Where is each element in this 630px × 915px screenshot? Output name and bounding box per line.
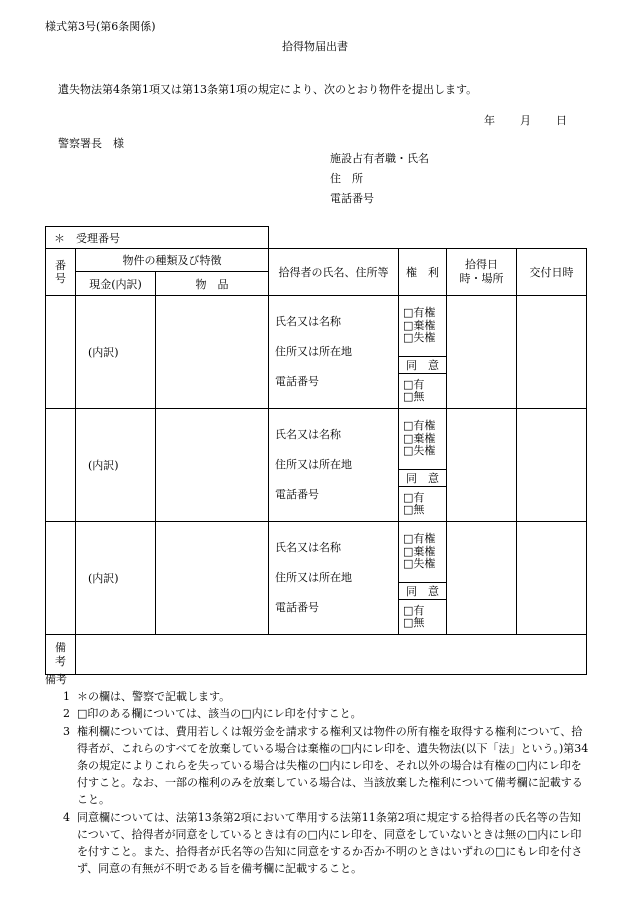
consent-label: 同 意	[399, 583, 447, 600]
finder-name-label: 氏名又は名称	[275, 315, 341, 328]
entry-found-date-cell[interactable]	[447, 522, 517, 635]
rights-option[interactable]: □棄権	[403, 544, 436, 558]
note-text: ＊の欄は、警察で記載します。	[77, 690, 231, 704]
note-text: □印のある欄については、該当の□内にレ印を付すこと。	[77, 707, 362, 721]
notes-heading: 備考	[45, 673, 67, 686]
addressee: 警察署長 様	[58, 137, 124, 150]
consent-option[interactable]: □有	[403, 603, 425, 617]
finder-address-label: 住所又は所在地	[275, 345, 352, 358]
rights-option[interactable]: □失権	[403, 331, 436, 345]
notes-section	[45, 671, 590, 877]
rights-checkboxes[interactable]	[399, 522, 447, 583]
consent-option[interactable]: □無	[403, 503, 425, 516]
header-goods: 物 品	[156, 272, 269, 296]
consent-label: 同 意	[399, 357, 447, 374]
breakdown-label: (内訳)	[88, 459, 119, 472]
facility-owner-name-label: 施設占有者職・氏名	[330, 152, 429, 165]
entry-finder-cell[interactable]	[269, 296, 399, 409]
entry-finder-cell[interactable]	[269, 522, 399, 635]
note-number: 2	[63, 707, 70, 721]
consent-option[interactable]: □無	[403, 616, 425, 629]
remarks-label-cell: 備考	[46, 635, 76, 675]
receipt-number-label: ＊ 受理番号	[46, 227, 269, 249]
entry-issue-date-cell[interactable]	[517, 296, 587, 409]
consent-label: 同 意	[399, 470, 447, 487]
form-number: 様式第3号(第6条関係)	[45, 20, 156, 33]
breakdown-label: (内訳)	[88, 572, 119, 585]
date-year-label: 年	[484, 114, 495, 127]
header-rights: 権 利	[399, 249, 447, 296]
breakdown-label: (内訳)	[88, 346, 119, 359]
finder-name-label: 氏名又は名称	[275, 541, 341, 554]
facility-address-label: 住 所	[330, 172, 363, 185]
consent-checkboxes[interactable]	[399, 374, 447, 409]
rights-option[interactable]: □失権	[403, 444, 436, 458]
entry-number-cell[interactable]	[46, 296, 76, 409]
intro-text: 遺失物法第4条第1項又は第13条第1項の規定により、次のとおり物件を提出します。	[58, 83, 478, 96]
note-text: 権利欄については、費用若しくは報労金を請求する権利又は物件の所有権を取得する権利について、拾得者が、これらのすべてを放棄している場合は棄権の□内にレ印を、遺失物法(以下「法」という。)第34条の規定によりこれらを失っている場合は失権の□内にレ印を、それ以外の場合は有権の□内にレ印を付すこと。なお、一部の権利のみを放棄している場合は、当該放棄した権利について備考欄に記載すること。	[77, 724, 589, 807]
finder-name-label: 氏名又は名称	[275, 428, 341, 441]
note-number: 4	[63, 810, 70, 824]
entry-issue-date-cell[interactable]	[517, 522, 587, 635]
rights-checkboxes[interactable]	[399, 409, 447, 470]
entry-number-cell[interactable]	[46, 409, 76, 522]
rights-option[interactable]: □棄権	[403, 431, 436, 445]
consent-checkboxes[interactable]	[399, 487, 447, 522]
consent-checkboxes[interactable]	[399, 600, 447, 635]
header-item-kind: 物件の種類及び特徴	[76, 249, 269, 272]
entry-number-cell[interactable]	[46, 522, 76, 635]
consent-option[interactable]: □有	[403, 377, 425, 391]
entry-issue-date-cell[interactable]	[517, 409, 587, 522]
entry-found-date-cell[interactable]	[447, 296, 517, 409]
finder-phone-label: 電話番号	[275, 488, 319, 501]
entry-goods-cell[interactable]	[156, 522, 269, 635]
entry-goods-cell[interactable]	[156, 296, 269, 409]
found-property-table	[45, 226, 587, 675]
rights-checkboxes[interactable]	[399, 296, 447, 357]
finder-address-label: 住所又は所在地	[275, 458, 352, 471]
header-number: 番号	[46, 249, 76, 296]
note-number: 3	[63, 724, 70, 738]
entry-cash-cell[interactable]	[76, 409, 156, 522]
entry-found-date-cell[interactable]	[447, 409, 517, 522]
finder-phone-label: 電話番号	[275, 375, 319, 388]
note-item	[45, 723, 590, 809]
rights-option[interactable]: □棄権	[403, 318, 436, 332]
finder-address-label: 住所又は所在地	[275, 571, 352, 584]
rights-option[interactable]: □有権	[403, 306, 436, 320]
date-month-label: 月	[520, 114, 531, 127]
consent-option[interactable]: □無	[403, 390, 425, 403]
header-finder: 拾得者の氏名、住所等	[269, 249, 399, 296]
header-issue-date: 交付日時	[517, 249, 587, 296]
header-found-date-place: 拾得日時・場所	[447, 249, 517, 296]
entry-finder-cell[interactable]	[269, 409, 399, 522]
finder-phone-label: 電話番号	[275, 601, 319, 614]
entry-cash-cell[interactable]	[76, 296, 156, 409]
note-number: 1	[63, 690, 70, 704]
document-title: 拾得物届出書	[282, 40, 348, 53]
header-cash: 現金(内訳)	[76, 272, 156, 296]
consent-option[interactable]: □有	[403, 490, 425, 504]
note-text: 同意欄については、法第13条第2項において準用する法第11条第2項に規定する拾得者の氏名等の告知について、拾得者が同意をしているときは有の□内にレ印を、同意をしていないときは無の□内にレ印を付すこと。また、拾得者が氏名等の告知に同意をするか否か不明のときはいずれの□にもレ印を付さず、同意の有無が不明である旨を備考欄に記載すること。	[77, 810, 583, 876]
entry-goods-cell[interactable]	[156, 409, 269, 522]
date-day-label: 日	[556, 114, 567, 127]
note-item	[45, 705, 590, 722]
note-item	[45, 688, 590, 705]
entry-cash-cell[interactable]	[76, 522, 156, 635]
remarks-input-cell[interactable]	[76, 635, 587, 675]
rights-option[interactable]: □失権	[403, 557, 436, 571]
rights-option[interactable]: □有権	[403, 419, 436, 433]
rights-option[interactable]: □有権	[403, 532, 436, 546]
note-item	[45, 809, 590, 878]
facility-phone-label: 電話番号	[330, 192, 374, 205]
